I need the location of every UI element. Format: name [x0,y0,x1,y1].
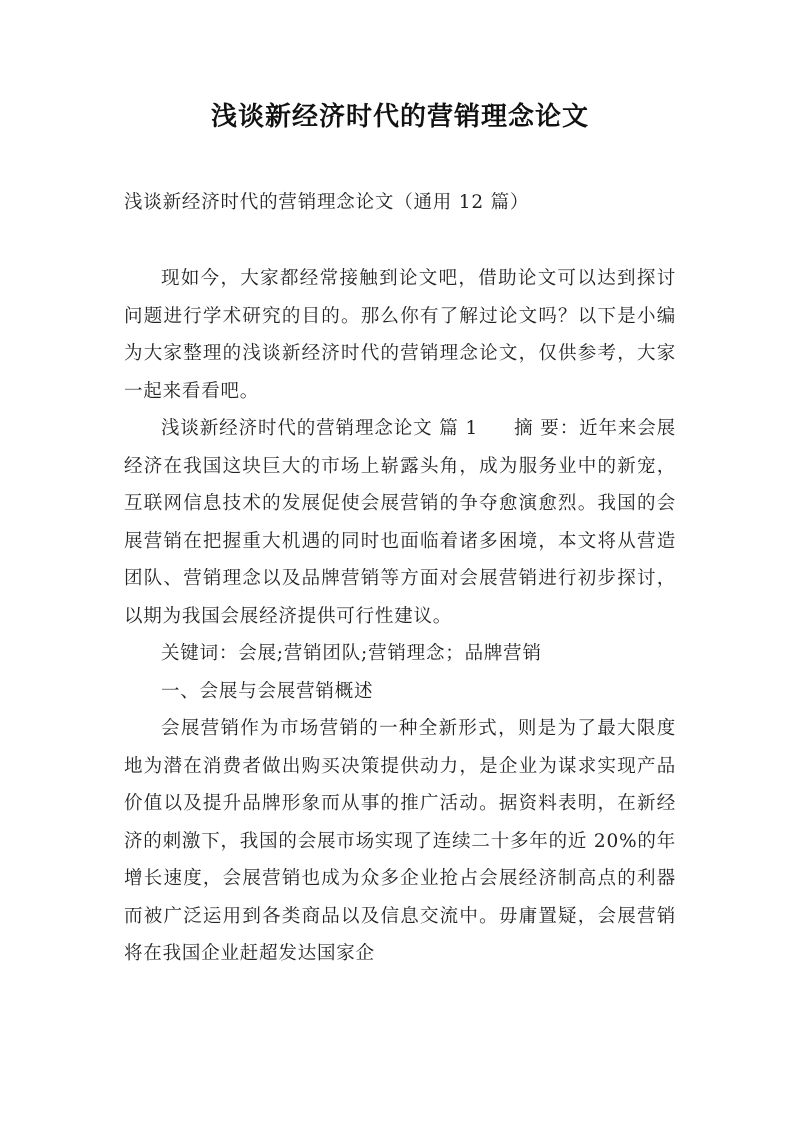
article-paragraph [124,410,676,635]
article-heading: 浅谈新经济时代的营销理念论文 篇 1 [161,418,479,439]
document-title: 浅谈新经济时代的营销理念论文 [210,102,589,132]
intro-paragraph: 现如今，大家都经常接触到论文吧，借助论文可以达到探讨问题进行学术研究的目的。那么你有了解过论文吗？以下是小编为大家整理的浅谈新经济时代的营销理念论文，仅供参考，大家一起来看看吧。 [124,268,676,402]
document-subtitle: 浅谈新经济时代的营销理念论文（通用 12 篇） [124,192,530,213]
keywords-paragraph: 关键词：会展;营销团队;营销理念；品牌营销 [161,643,542,664]
document-body [124,260,676,973]
body-paragraph: 会展营销作为市场营销的一种全新形式，则是为了最大限度地为潜在消费者做出购买决策提供动力，是企业为谋求实现产品价值以及提升品牌形象而从事的推广活动。据资料表明，在新经济的刺激下，我国的会展市场实现了连续二十多年的近 20%的年增长速度，会展营销也成为众多企业抢占会展经济制高点的利器而被广泛运用到各类商品以及信息交流中。毋庸置疑，会展营销将在我国企业赶超发达国家企 [124,718,677,964]
section-heading: 一、会展与会展营销概述 [161,680,374,702]
abstract-text: 摘 要：近年来会展经济在我国这块巨大的市场上崭露头角，成为服务业中的新宠，互联网信息技术的发展促使会展营销的争夺愈演愈烈。我国的会展营销在把握重大机遇的同时也面临着诸多困境，本文将从营造团队、营销理念以及品牌营销等方面对会展营销进行初步探讨，以期为我国会展经济提供可行性建议。 [124,418,676,627]
